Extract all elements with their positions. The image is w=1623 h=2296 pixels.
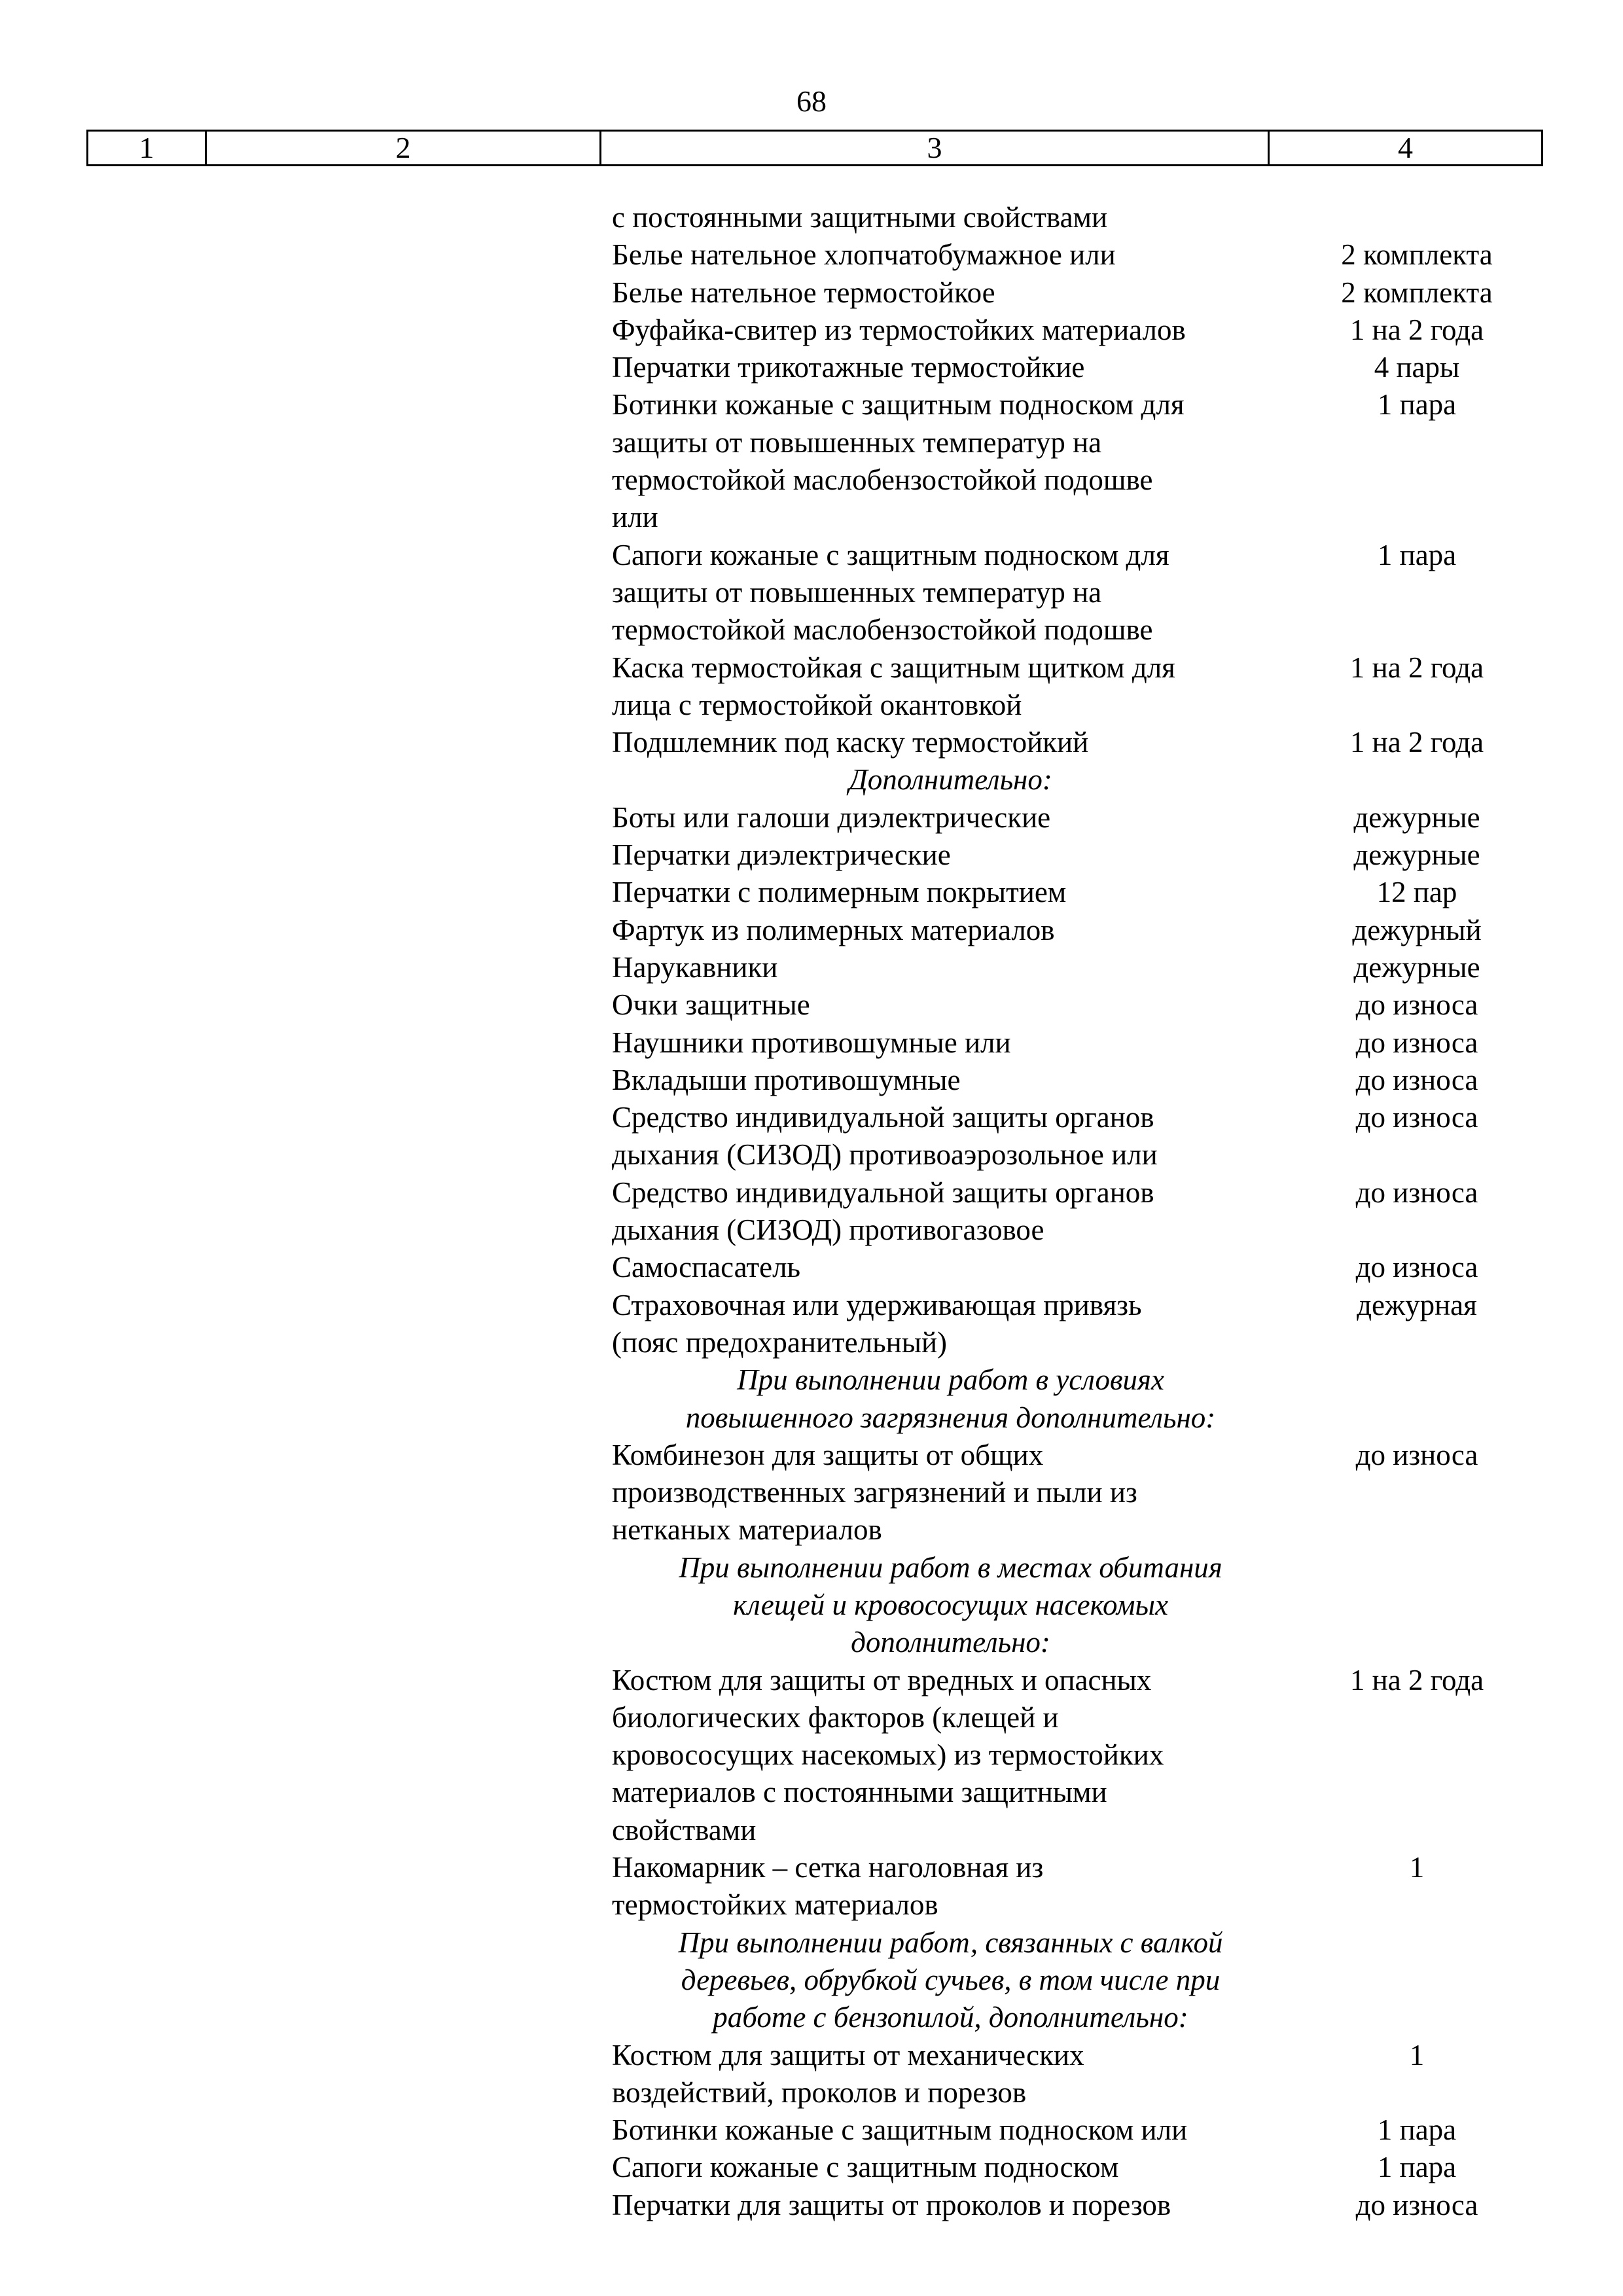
list-item [0,949,1623,986]
list-item [0,1287,1623,1324]
list-item [0,912,1623,949]
item-description: Ботинки кожаные с защитным подноском или [612,2113,1188,2147]
item-description: Каска термостойкая с защитным щитком для [612,651,1175,684]
section-heading-text: При выполнении работ в местах обитания [679,1551,1222,1584]
item-description: производственных загрязнений и пыли из [612,1476,1137,1509]
page-number: 68 [796,84,827,118]
list-item [0,611,1623,649]
item-description: Подшлемник под каску термостойкий [612,726,1089,759]
item-description: Накомарник – сетка наголовная из [612,1851,1044,1884]
list-item [0,1062,1623,1099]
item-norm: 1 пара [1377,538,1457,571]
list-item [0,386,1623,423]
list-item [0,499,1623,536]
item-description: Костюм для защиты от механических [612,2038,1084,2072]
item-norm: 4 пары [1374,351,1460,384]
item-description: Белье нательное термостойкое [612,276,995,309]
list-item [0,424,1623,461]
list-item [0,537,1623,574]
list-item [0,1324,1623,1361]
item-description: Белье нательное хлопчатобумажное или [612,238,1116,272]
section-heading [0,1924,1623,1962]
list-item [0,1736,1623,1774]
item-description: Вкладыши противошумные [612,1063,961,1096]
item-description: Страховочная или удерживающая привязь [612,1288,1142,1321]
item-norm: 1 на 2 года [1349,651,1484,684]
list-item [0,1699,1623,1736]
item-norm: до износа [1355,988,1478,1022]
item-description: защиты от повышенных температур на [612,425,1102,459]
item-description: термостойкой маслобензостойкой подошве [612,463,1153,497]
section-heading [0,1549,1623,1587]
item-description: Средство индивидуальной защиты органов [612,1101,1154,1134]
column-header-table [86,130,1543,166]
item-description: лица с термостойкой окантовкой [612,688,1022,721]
item-norm: 12 пар [1376,876,1457,909]
list-item [0,1662,1623,1699]
item-norm: 2 комплекта [1341,276,1493,309]
list-item [0,1024,1623,1062]
item-description: Наушники противошумные или [612,1026,1011,1059]
item-description: защиты от повышенных температур на [612,575,1102,609]
section-heading-text: При выполнении работ, связанных с валкой [678,1926,1223,1959]
section-heading [0,1399,1623,1437]
section-heading [0,1624,1623,1661]
item-description: с постоянными защитными свойствами [612,201,1108,234]
item-norm: 1 пара [1377,2113,1457,2147]
section-heading-text: деревьев, обрубкой сучьев, в том числе при [681,1963,1221,1996]
section-heading-text: Дополнительно: [849,763,1052,797]
list-item [0,836,1623,874]
item-description: Перчатки трикотажные термостойкие [612,351,1085,384]
list-item [0,312,1623,349]
item-description: Ботинки кожаные с защитным подноском для [612,388,1185,422]
item-description: Боты или галоши диэлектрические [612,800,1051,834]
list-item [0,461,1623,499]
list-item [0,349,1623,386]
item-description: воздействий, проколов и порезов [612,2075,1027,2109]
item-description: термостойкой маслобензостойкой подошве [612,613,1153,647]
list-item [0,2111,1623,2149]
section-heading-text: работе с бензопилой, дополнительно: [713,2001,1188,2034]
item-norm: 1 пара [1377,2151,1457,2184]
item-description: Самоспасатель [612,1251,801,1284]
list-item [0,274,1623,312]
column-header-2: 2 [206,131,601,166]
column-header-1: 1 [88,131,206,166]
section-heading [0,1587,1623,1624]
item-description: (пояс предохранительный) [612,1325,948,1359]
section-heading [0,1361,1623,1399]
item-description: Сапоги кожаные с защитным подноском [612,2151,1119,2184]
column-header-3: 3 [601,131,1269,166]
column-header-4: 4 [1269,131,1543,166]
item-norm: дежурные [1353,800,1480,834]
item-description: Средство индивидуальной защиты органов [612,1175,1154,1209]
list-item [0,1211,1623,1249]
item-description: материалов с постоянными защитными [612,1776,1107,1809]
list-item [0,799,1623,836]
item-description: Перчатки диэлектрические [612,838,951,872]
list-item [0,2074,1623,2111]
item-norm: до износа [1355,1175,1478,1209]
item-description: дыхания (СИЗОД) противоаэрозольное или [612,1138,1158,1172]
item-norm: дежурная [1357,1288,1477,1321]
item-norm: 1 [1409,2038,1425,2072]
item-description: Перчатки для защиты от проколов и порезов [612,2188,1171,2221]
item-description: Фуфайка-свитер из термостойких материалов [612,313,1186,346]
list-item [0,724,1623,761]
item-description: свойствами [612,1813,757,1846]
item-norm: дежурные [1353,950,1480,984]
item-description: Комбинезон для защиты от общих [612,1438,1044,1471]
list-item [0,574,1623,611]
list-item [0,2187,1623,2224]
section-heading [0,1999,1623,2036]
item-norm: до износа [1355,2188,1478,2221]
list-item [0,986,1623,1024]
list-item [0,874,1623,911]
item-description: Очки защитные [612,988,810,1022]
column-header-row [88,131,1543,166]
item-norm: дежурные [1353,838,1480,872]
list-item [0,1249,1623,1286]
item-norm: 1 [1409,1851,1425,1884]
list-item [0,1136,1623,1174]
item-norm: дежурный [1352,913,1482,946]
item-description: Фартук из полимерных материалов [612,913,1055,946]
item-list [0,199,1623,2224]
section-heading-text: дополнительно: [851,1626,1050,1659]
section-heading-text: клещей и кровососущих насекомых [733,1588,1168,1621]
list-item [0,1099,1623,1136]
item-norm: 1 на 2 года [1349,313,1484,346]
item-description: биологических факторов (клещей и [612,1700,1059,1734]
list-item [0,1437,1623,1474]
item-description: Костюм для защиты от вредных и опасных [612,1663,1152,1696]
item-norm: до износа [1355,1026,1478,1059]
list-item [0,199,1623,236]
item-norm: до износа [1355,1101,1478,1134]
item-norm: 1 на 2 года [1349,726,1484,759]
item-description: нетканых материалов [612,1513,882,1547]
list-item [0,649,1623,687]
section-heading [0,761,1623,798]
item-description: дыхания (СИЗОД) противогазовое [612,1213,1044,1247]
item-description: или [612,501,658,534]
list-item [0,2149,1623,2186]
section-heading [0,1962,1623,1999]
item-description: термостойких материалов [612,1888,938,1922]
item-norm: 1 пара [1377,388,1457,422]
item-norm: 2 комплекта [1341,238,1493,272]
item-description: кровососущих насекомых) из термостойких [612,1738,1164,1772]
item-description: Сапоги кожаные с защитным подноском для [612,538,1169,571]
list-item [0,1474,1623,1511]
item-description: Перчатки с полимерным покрытием [612,876,1067,909]
list-item [0,1511,1623,1549]
list-item [0,236,1623,274]
list-item [0,1849,1623,1886]
item-norm: до износа [1355,1438,1478,1471]
list-item [0,1774,1623,1811]
section-heading-text: повышенного загрязнения дополнительно: [685,1401,1216,1434]
list-item [0,1886,1623,1924]
list-item [0,1812,1623,1849]
section-heading-text: При выполнении работ в условиях [737,1363,1164,1397]
item-description: Нарукавники [612,950,778,984]
list-item [0,687,1623,724]
item-norm: до износа [1355,1063,1478,1096]
item-norm: 1 на 2 года [1349,1663,1484,1696]
list-item [0,2037,1623,2074]
item-norm: до износа [1355,1251,1478,1284]
list-item [0,1174,1623,1211]
